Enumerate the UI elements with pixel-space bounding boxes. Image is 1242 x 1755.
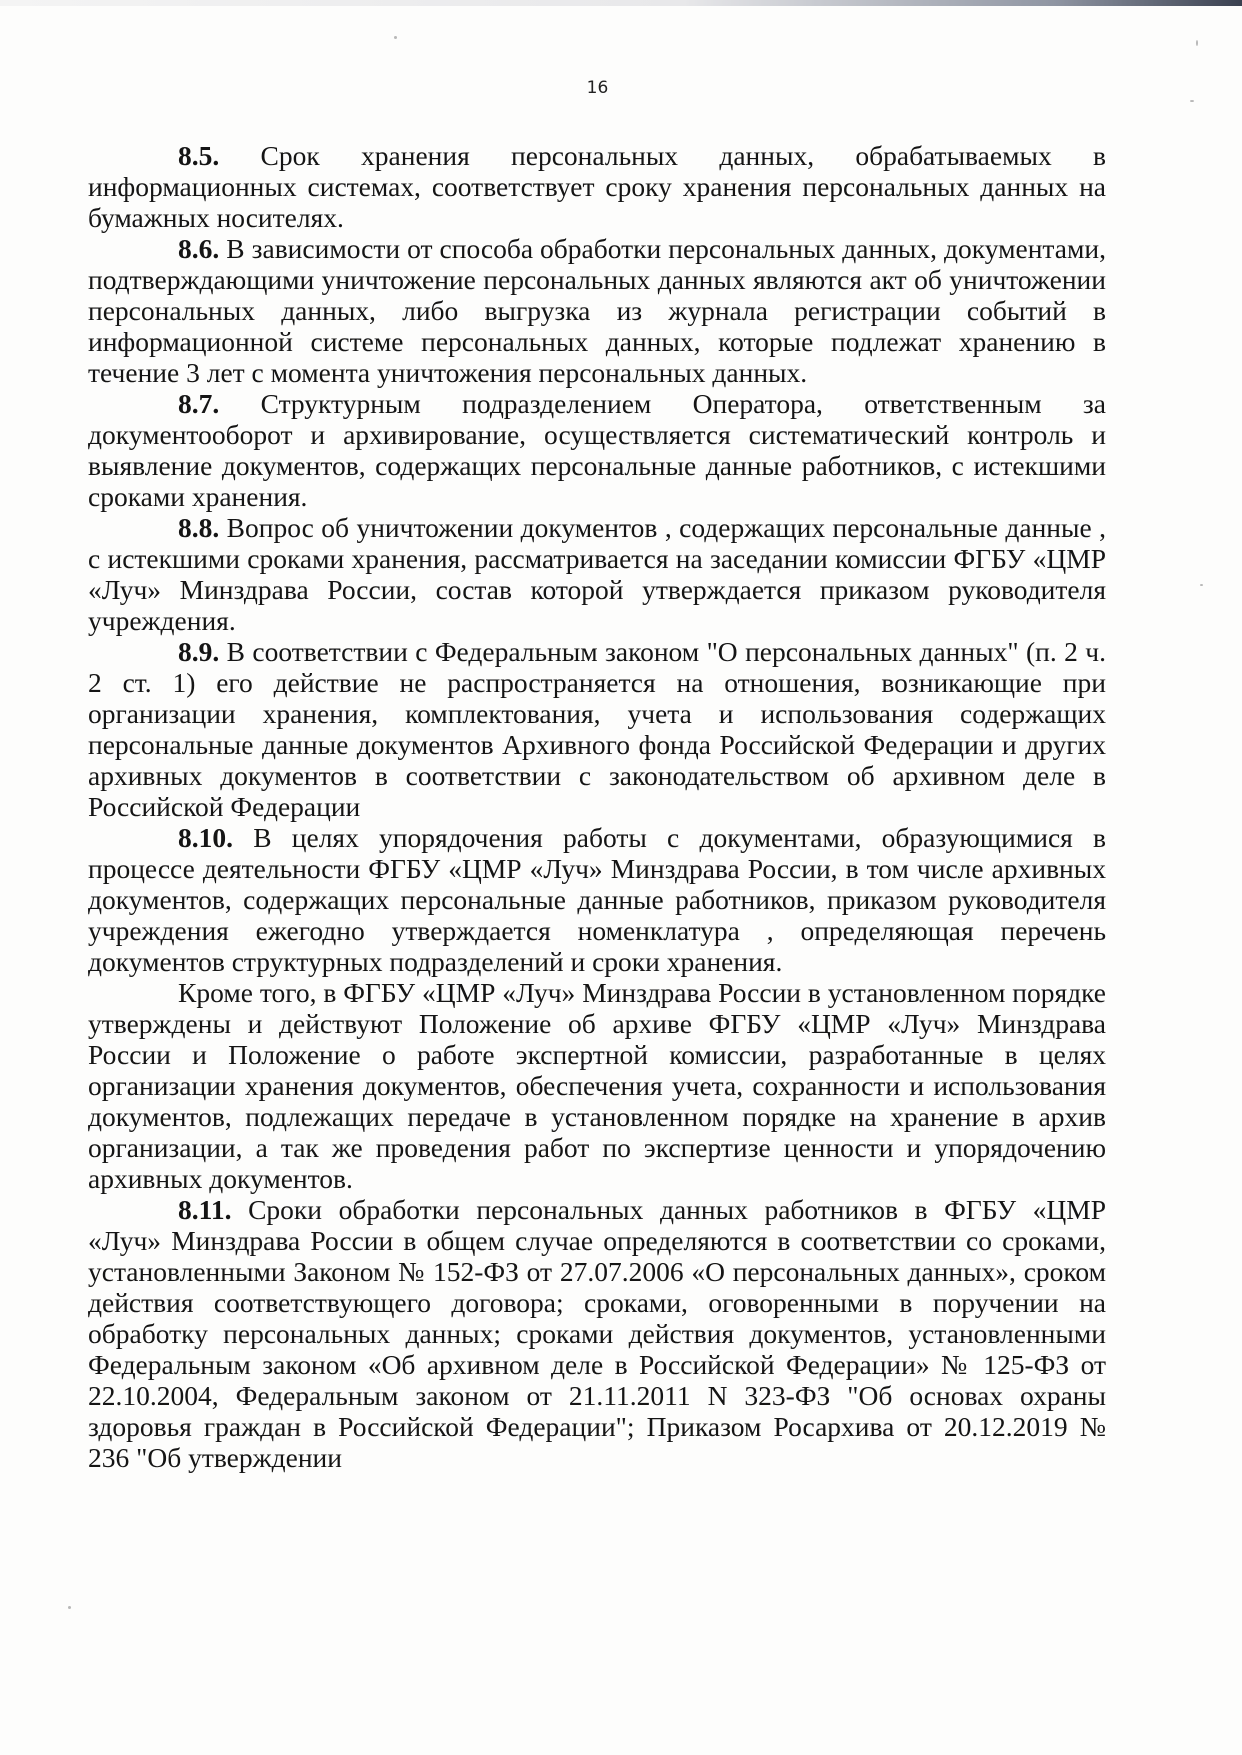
paragraph-8-7 bbox=[88, 388, 1106, 512]
scan-speck bbox=[394, 36, 397, 39]
paragraph-number: 8.8. bbox=[178, 512, 220, 543]
paragraph-number: 8.6. bbox=[178, 233, 220, 264]
paragraph-8-9 bbox=[88, 636, 1106, 822]
paragraph-text: Срок хранения персональных данных, обрабатываемых в информационных системах, соответствует сроку хранения персональных данных на бумажных носителях. bbox=[88, 140, 1106, 233]
scan-speck bbox=[68, 1606, 71, 1609]
paragraph-8-8 bbox=[88, 512, 1106, 636]
document-body bbox=[88, 140, 1106, 1473]
paragraph-number: 8.9. bbox=[178, 636, 220, 667]
paragraph-text: Кроме того, в ФГБУ «ЦМР «Луч» Минздрава России в установленном порядке утверждены и действуют Положение об архиве ФГБУ «ЦМР «Луч» Минздрава России и Положение о работе экспертной комиссии, разработанные в целях организации хранения документов, обеспечения учета, сохранности и использования документов, подлежащих передаче в установленном порядке на хранение в архив организации, а так же проведения работ по экспертизе ценности и упорядочению архивных документов. bbox=[88, 977, 1106, 1194]
paragraph-number: 8.11. bbox=[178, 1194, 232, 1225]
page-number: 16 bbox=[586, 78, 609, 98]
paragraph-text: Сроки обработки персональных данных работников в ФГБУ «ЦМР «Луч» Минздрава России в общем случае определяются в соответствии со сроками, установленными Законом № 152-ФЗ от 27.07.2006 «О персональных данных», сроком действия соответствующего договора; сроками, оговоренными в поручении на обработку персональных данных; сроками действия документов, установленными Федеральным законом «Об архивном деле в Российской Федерации» № 125-ФЗ от 22.10.2004, Федеральным законом от 21.11.2011 N 323-ФЗ "Об основах охраны здоровья граждан в Российской Федерации"; Приказом Росархива от 20.12.2019 № 236 "Об утверждении bbox=[88, 1194, 1106, 1473]
paragraph-8-5 bbox=[88, 140, 1106, 233]
paragraph-text: В соответствии с Федеральным законом "О персональных данных" (п. 2 ч. 2 ст. 1) его действие не распространяется на отношения, возникающие при организации хранения, комплектования, учета и использования содержащих персональные данные документов Архивного фонда Российской Федерации и других архивных документов в соответствии с законодательством об архивном деле в Российской Федерации bbox=[88, 636, 1106, 822]
scan-speck bbox=[1190, 100, 1194, 102]
paragraph-8-11 bbox=[88, 1194, 1106, 1473]
paragraph-text: В зависимости от способа обработки персональных данных, документами, подтверждающими уничтожение персональных данных являются акт об уничтожении персональных данных, либо выгрузка из журнала регистрации событий в информационной системе персональных данных, которые подлежат хранению в течение 3 лет с момента уничтожения персональных данных. bbox=[88, 233, 1106, 388]
paragraph-8-6 bbox=[88, 233, 1106, 388]
paragraph-number: 8.5. bbox=[178, 140, 220, 171]
scan-shadow-edge bbox=[0, 0, 1242, 6]
paragraph-text: Структурным подразделением Оператора, ответственным за документооборот и архивирование, осуществляется систематический контроль и выявление документов, содержащих персональные данные работников, с истекшими сроками хранения. bbox=[88, 388, 1106, 512]
paragraph-text: В целях упорядочения работы с документами, образующимися в процессе деятельности ФГБУ «ЦМР «Луч» Минздрава России, в том числе архивных документов, содержащих персональные данные работников, приказом руководителя учреждения ежегодно утверждается номенклатура , определяющая перечень документов структурных подразделений и сроки хранения. bbox=[88, 822, 1106, 977]
paragraph-8-10-continued bbox=[88, 977, 1106, 1194]
scan-speck bbox=[1196, 40, 1198, 46]
paragraph-number: 8.7. bbox=[178, 388, 220, 419]
paragraph-text: Вопрос об уничтожении документов , содержащих персональные данные , с истекшими сроками хранения, рассматривается на заседании комиссии ФГБУ «ЦМР «Луч» Минздрава России, состав которой утверждается приказом руководителя учреждения. bbox=[88, 512, 1106, 636]
scan-speck bbox=[1200, 584, 1203, 586]
paragraph-number: 8.10. bbox=[178, 822, 233, 853]
paragraph-8-10 bbox=[88, 822, 1106, 977]
